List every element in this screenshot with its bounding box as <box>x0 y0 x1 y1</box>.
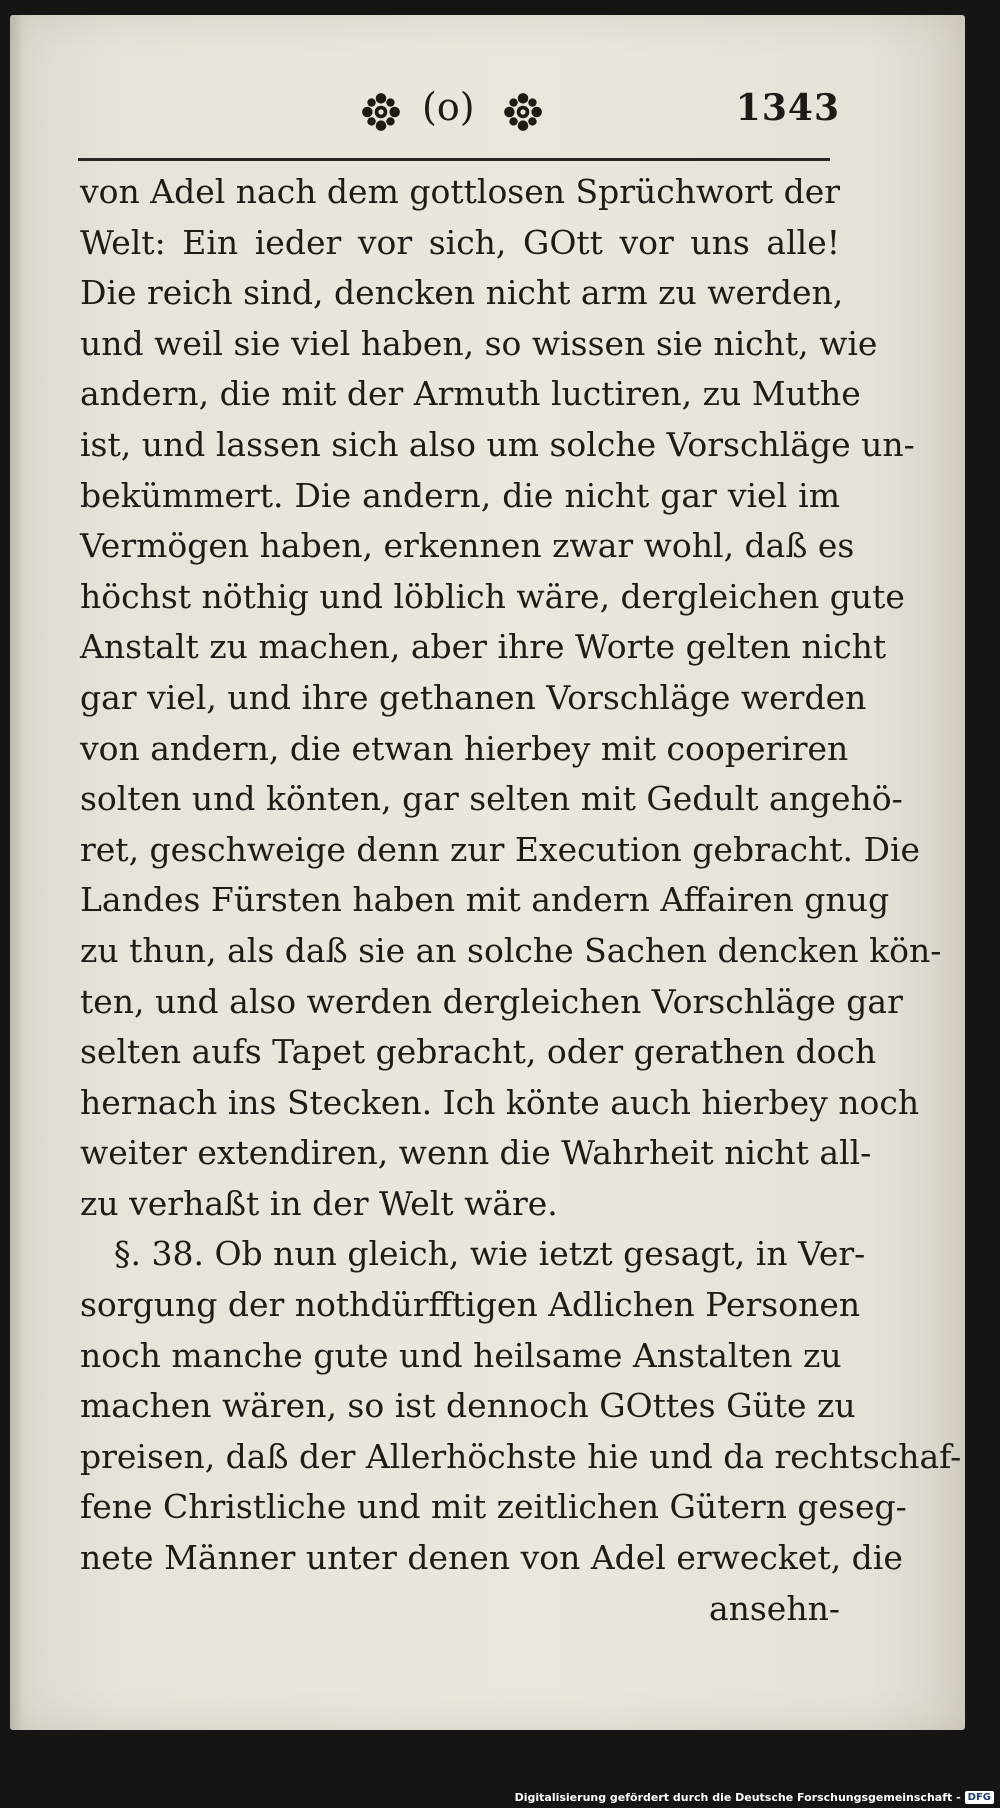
text-line: Vermögen haben, erkennen zwar wohl, daß es <box>80 526 855 566</box>
text-line: machen wären, so ist dennoch GOttes Güte zu <box>80 1386 856 1426</box>
signature-mark: (o) <box>422 85 475 129</box>
page-header <box>70 85 840 155</box>
book-page <box>10 15 965 1730</box>
text-line: zu thun, als daß sie an solche Sachen dencken kön- <box>80 930 942 970</box>
text-line: von Adel nach dem gottlosen Sprüchwort der <box>80 172 841 211</box>
text-line: ten, und also werden dergleichen Vorschläge gar <box>80 981 903 1021</box>
text-line: Anstalt zu machen, aber ihre Worte gelten nicht <box>80 627 887 667</box>
paragraph-start-line: §. 38. Ob nun gleich, wie ietzt gesagt, in Ver- <box>114 1234 866 1274</box>
text-line: Landes Fürsten haben mit andern Affairen gnug <box>80 880 890 920</box>
text-line: hernach ins Stecken. Ich könte auch hierbey noch <box>80 1082 920 1122</box>
catchword: ansehn- <box>708 1588 840 1628</box>
text-line: solten und könten, gar selten mit Gedult angehö- <box>80 779 903 819</box>
flower-ornament-icon <box>360 91 402 133</box>
text-line: gar viel, und ihre gethanen Vorschläge werden <box>80 677 867 717</box>
digitization-credit <box>515 1791 994 1804</box>
text-line: sorgung der nothdürfftigen Adlichen Personen <box>80 1285 861 1325</box>
header-rule <box>78 158 830 161</box>
text-line: höchst nöthig und löblich wäre, dergleichen gute <box>80 576 905 616</box>
body-text <box>80 167 962 1634</box>
text-line: ist, und lassen sich also um solche Vorschläge un- <box>80 424 915 464</box>
page-number: 1343 <box>735 87 840 129</box>
text-line: von andern, die etwan hierbey mit cooperiren <box>80 728 849 768</box>
text-line: bekümmert. Die andern, die nicht gar viel im <box>80 475 840 515</box>
text-line: nete Männer unter denen von Adel erwecket, die <box>80 1538 903 1578</box>
text-line: preisen, daß der Allerhöchste hie und da rechtschaf- <box>80 1436 962 1476</box>
text-line: Die reich sind, dencken nicht arm zu werden, <box>80 273 844 313</box>
text-line: zu verhaßt in der Welt wäre. <box>80 1183 558 1223</box>
text-line: andern, die mit der Armuth luctiren, zu Muthe <box>80 374 861 414</box>
dfg-logo: DFG <box>965 1791 994 1804</box>
text-line: fene Christliche und mit zeitlichen Gütern geseg- <box>80 1487 907 1527</box>
text-line: Welt: Ein ieder vor sich, GOtt vor uns alle! <box>80 222 840 262</box>
text-line: weiter extendiren, wenn die Wahrheit nicht all- <box>80 1133 872 1173</box>
text-line: selten aufs Tapet gebracht, oder gerathen doch <box>80 1032 877 1072</box>
credit-text: Digitalisierung gefördert durch die Deutsche Forschungsgemeinschaft - <box>514 1791 961 1804</box>
flower-ornament-icon <box>502 91 544 133</box>
text-line: ret, geschweige denn zur Execution gebracht. Die <box>80 829 921 869</box>
text-line: und weil sie viel haben, so wissen sie nicht, wie <box>80 323 878 363</box>
text-line: noch manche gute und heilsame Anstalten zu <box>80 1335 842 1375</box>
